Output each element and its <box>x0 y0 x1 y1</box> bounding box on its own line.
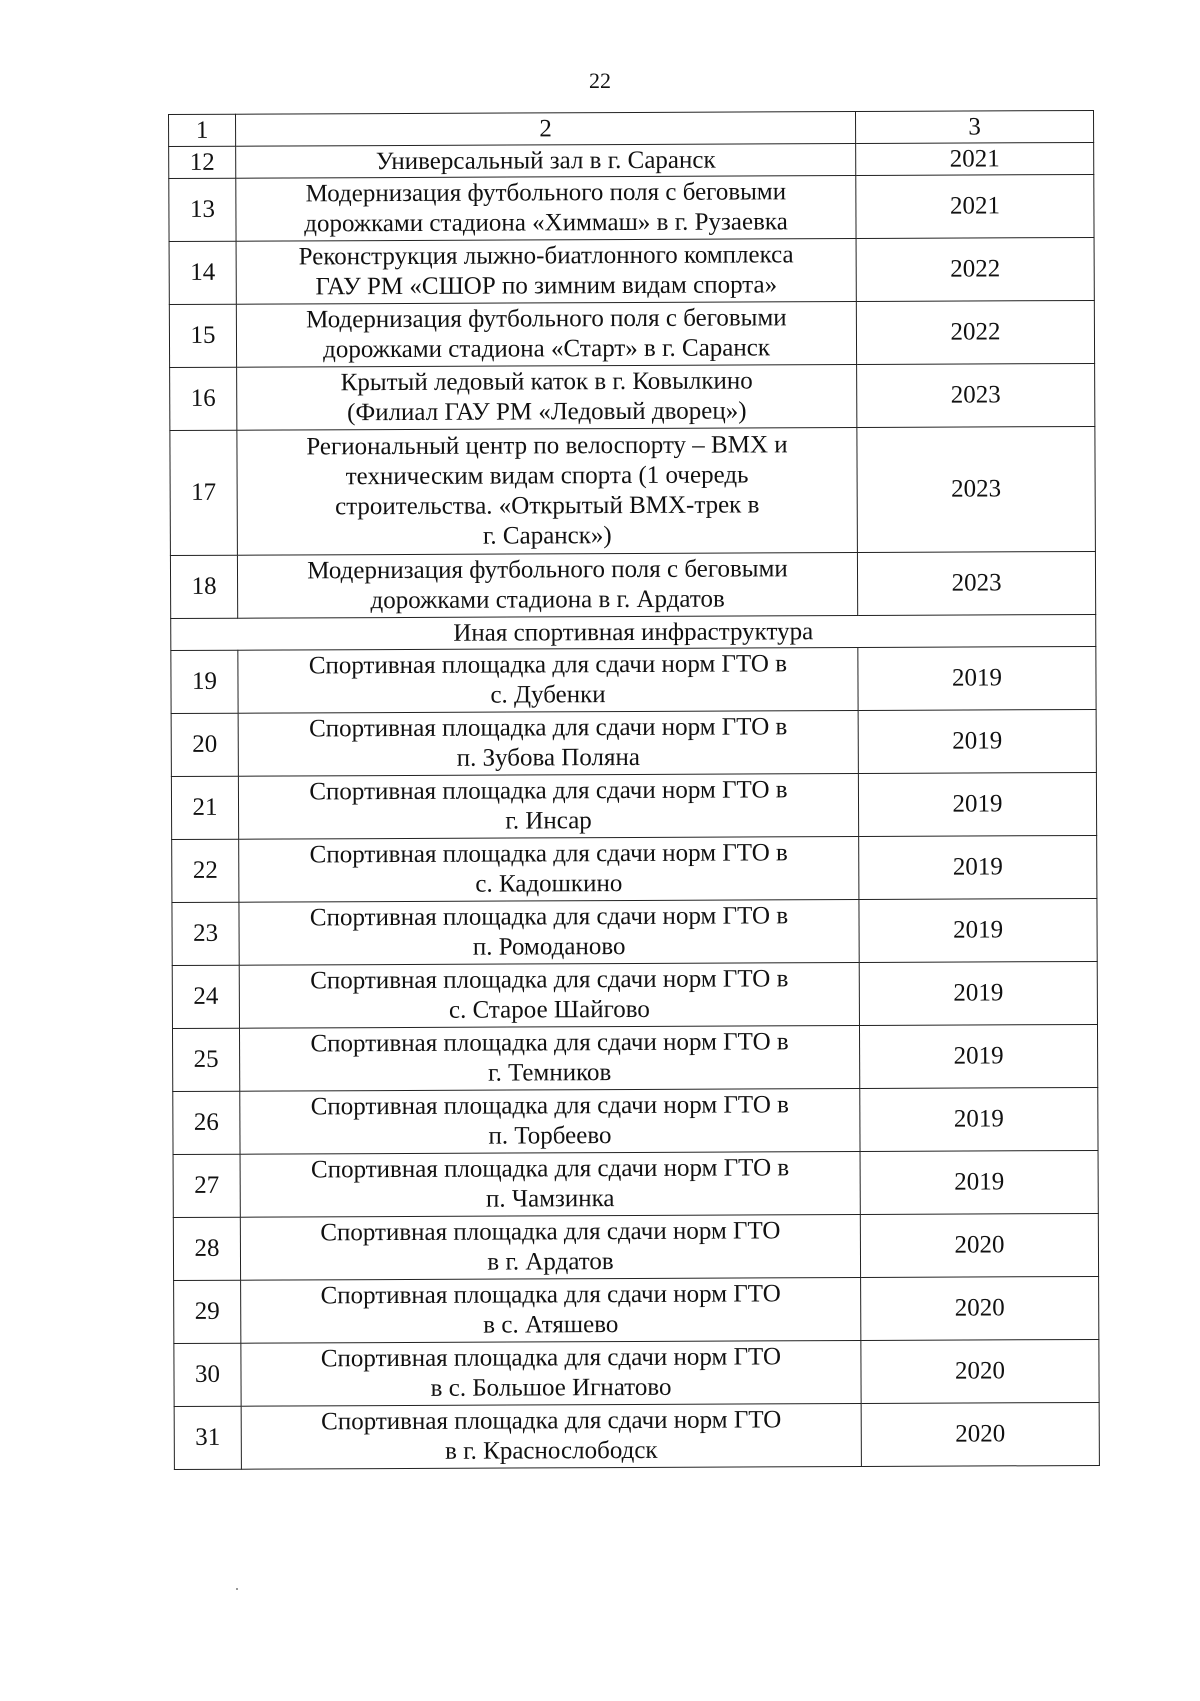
row-name <box>240 1088 860 1154</box>
row-name-line: строительства. «Открытый ВМХ-трек в <box>335 491 760 521</box>
table-row <box>169 300 1094 367</box>
table-row <box>174 1339 1099 1406</box>
row-name-line: Спортивная площадка для сдачи норм ГТО <box>320 1280 781 1310</box>
row-year: 2019 <box>860 1087 1098 1151</box>
row-year: 2021 <box>856 174 1094 238</box>
row-name-line: п. Чамзинка <box>485 1185 615 1213</box>
row-number: 26 <box>173 1091 240 1154</box>
row-name-line: в с. Большое Игнатово <box>430 1373 672 1402</box>
row-name-line: Модернизация футбольного поля с беговыми <box>305 178 787 208</box>
table-row <box>174 1276 1099 1343</box>
row-name-line: г. Инсар <box>505 807 592 835</box>
table-container <box>168 110 1100 1470</box>
table-row <box>170 363 1095 430</box>
objects-table <box>168 110 1100 1470</box>
row-name-line: с. Старое Шайгово <box>448 995 650 1024</box>
row-year: 2020 <box>861 1339 1099 1403</box>
row-name <box>236 238 856 304</box>
row-name <box>237 552 857 618</box>
row-name-line: в г. Ардатов <box>487 1248 614 1276</box>
row-name-line: Крытый ледовый каток в г. Ковылкино <box>340 367 753 397</box>
row-name-line: в с. Атяшево <box>483 1311 619 1339</box>
row-name-line: в г. Краснослободск <box>445 1436 658 1465</box>
row-name <box>239 1025 859 1091</box>
row-number: 23 <box>172 902 239 965</box>
table-row <box>174 1402 1099 1469</box>
row-name <box>238 710 858 776</box>
row-year: 2020 <box>861 1402 1099 1466</box>
row-number: 13 <box>169 178 236 241</box>
row-year: 2019 <box>859 1024 1097 1088</box>
row-name <box>241 1340 861 1406</box>
row-name-line: Спортивная площадка для сдачи норм ГТО в <box>310 1091 789 1121</box>
row-year: 2019 <box>858 709 1096 773</box>
row-name-line: Спортивная площадка для сдачи норм ГТО в <box>309 776 788 806</box>
row-name-line: Спортивная площадка для сдачи норм ГТО в <box>309 839 788 869</box>
table-row <box>172 1024 1097 1091</box>
row-name <box>236 301 856 367</box>
row-year: 2023 <box>857 426 1096 552</box>
table-row <box>171 646 1096 713</box>
table-row <box>169 237 1094 304</box>
row-year: 2023 <box>857 363 1095 427</box>
row-number: 17 <box>170 430 238 555</box>
table-row <box>170 426 1096 555</box>
row-number: 14 <box>169 241 236 304</box>
row-number: 24 <box>172 965 239 1028</box>
row-name-line: Спортивная площадка для сдачи норм ГТО в <box>309 902 789 932</box>
row-name <box>239 836 859 902</box>
row-name-line: Спортивная площадка для сдачи норм ГТО <box>320 1343 782 1373</box>
row-year: 2022 <box>856 300 1094 364</box>
table-header-row <box>169 110 1094 146</box>
row-name-line: п. Зубова Поляна <box>456 743 641 772</box>
row-name <box>237 427 858 555</box>
row-name-line: Реконструкция лыжно-биатлонного комплекса <box>298 241 794 271</box>
row-name-line: Спортивная площадка для сдачи норм ГТО <box>320 1217 781 1247</box>
header-cell-year: 3 <box>855 110 1093 143</box>
table-row <box>171 709 1096 776</box>
row-name-line: п. Ромоданово <box>472 933 626 961</box>
row-name <box>236 143 856 178</box>
row-year: 2022 <box>856 237 1094 301</box>
row-name-line: дорожками стадиона «Химмаш» в г. Рузаевка <box>304 208 788 238</box>
header-cell-number: 1 <box>169 114 236 146</box>
row-name-line: Спортивная площадка для сдачи норм ГТО в <box>308 650 788 680</box>
row-name-line: дорожками стадиона «Старт» в г. Саранск <box>323 334 771 364</box>
row-name <box>239 899 859 965</box>
row-name <box>240 1151 860 1217</box>
table-row <box>172 835 1097 902</box>
section-row <box>171 614 1096 650</box>
table-row <box>171 772 1096 839</box>
row-number: 29 <box>174 1280 241 1343</box>
row-number: 15 <box>169 304 236 367</box>
row-name <box>241 1403 861 1469</box>
row-name-line: Модернизация футбольного поля с беговыми <box>306 304 787 334</box>
row-number: 20 <box>171 713 238 776</box>
row-name-line: Спортивная площадка для сдачи норм ГТО <box>321 1406 782 1436</box>
row-number: 25 <box>172 1028 239 1091</box>
row-year: 2020 <box>860 1213 1098 1277</box>
row-name-line: дорожками стадиона в г. Ардатов <box>370 585 725 615</box>
row-number: 27 <box>173 1154 240 1217</box>
row-year: 2019 <box>858 646 1096 710</box>
row-name <box>236 175 856 241</box>
row-number: 12 <box>169 146 236 178</box>
row-year: 2019 <box>859 898 1097 962</box>
row-name <box>238 647 858 713</box>
row-name-line: с. Кадошкино <box>475 870 623 898</box>
row-year: 2021 <box>856 142 1094 175</box>
row-name <box>241 1277 861 1343</box>
header-cell-name: 2 <box>236 112 856 147</box>
row-year: 2019 <box>860 1150 1098 1214</box>
row-year: 2019 <box>859 835 1097 899</box>
row-name <box>240 1214 860 1280</box>
row-name-line: Спортивная площадка для сдачи норм ГТО в <box>310 1028 789 1058</box>
row-name <box>237 364 857 430</box>
row-name-line: Спортивная площадка для сдачи норм ГТО в <box>310 1154 790 1184</box>
table-row <box>173 1150 1098 1217</box>
table-row <box>172 898 1097 965</box>
row-name-line: Спортивная площадка для сдачи норм ГТО в <box>309 713 788 743</box>
section-title: Иная спортивная инфраструктура <box>171 614 1096 650</box>
row-number: 18 <box>170 555 237 618</box>
table-row <box>169 142 1094 178</box>
row-name-line: Универсальный зал в г. Саранск <box>375 146 716 175</box>
row-name <box>238 773 858 839</box>
table-row <box>170 551 1095 618</box>
row-number: 28 <box>173 1217 240 1280</box>
row-number: 16 <box>170 367 237 430</box>
table-row <box>172 961 1097 1028</box>
row-name-line: Региональный центр по велоспорту – ВМХ и <box>306 431 788 461</box>
row-year: 2019 <box>859 961 1097 1025</box>
row-name <box>239 962 859 1028</box>
row-number: 19 <box>171 650 238 713</box>
row-name-line: г. Темников <box>488 1059 612 1087</box>
row-name-line: п. Торбеево <box>488 1122 612 1150</box>
row-number: 21 <box>171 776 238 839</box>
row-number: 31 <box>174 1406 241 1469</box>
row-name-line: техническим видам спорта (1 очередь <box>345 461 749 491</box>
page-number: 22 <box>589 68 611 93</box>
row-name-line: Модернизация футбольного поля с беговыми <box>307 555 788 585</box>
row-number: 22 <box>172 839 239 902</box>
table-row <box>173 1087 1098 1154</box>
row-name-line: Спортивная площадка для сдачи норм ГТО в <box>310 965 789 995</box>
table-row <box>169 174 1094 241</box>
row-number: 30 <box>174 1343 241 1406</box>
row-name-line: ГАУ РМ «СШОР по зимним видам спорта» <box>315 271 778 301</box>
row-year: 2023 <box>857 551 1095 615</box>
row-name-line: (Филиал ГАУ РМ «Ледовый дворец») <box>347 397 747 427</box>
row-year: 2020 <box>861 1276 1099 1340</box>
table-row <box>173 1213 1098 1280</box>
scan-speck <box>236 1588 238 1590</box>
row-name-line: с. Дубенки <box>490 681 606 709</box>
row-name-line: г. Саранск») <box>482 522 612 550</box>
row-year: 2019 <box>858 772 1096 836</box>
